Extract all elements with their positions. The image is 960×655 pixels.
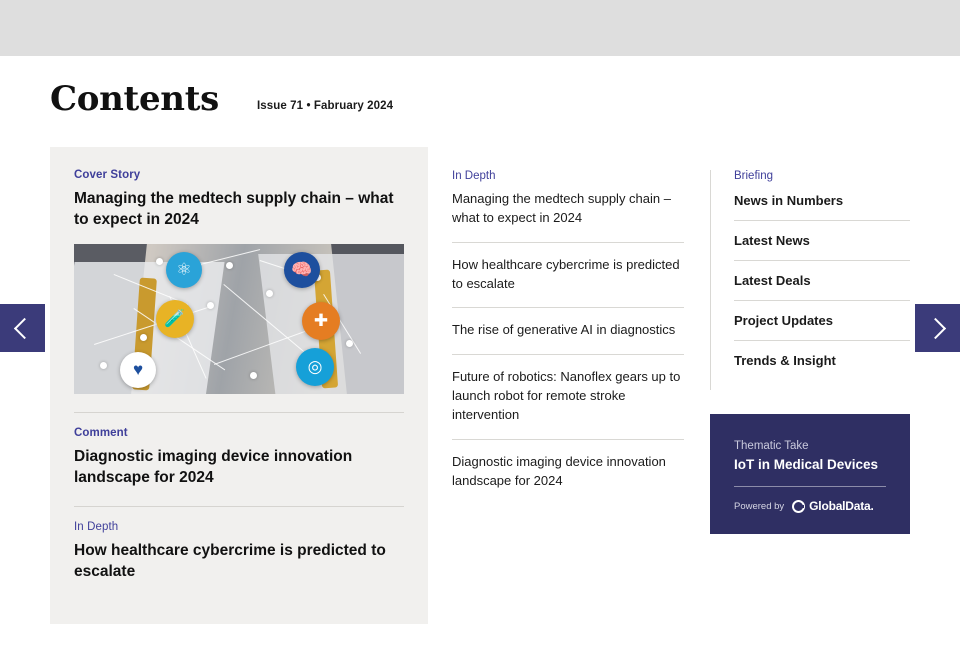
list-item[interactable]: The rise of generative AI in diagnostics bbox=[452, 321, 684, 355]
cover-story-kicker: Cover Story bbox=[74, 169, 141, 181]
network-node bbox=[250, 372, 257, 379]
next-page-button[interactable] bbox=[915, 304, 960, 352]
in-depth-list-kicker: In Depth bbox=[452, 170, 496, 182]
test-tube-icon: 🧪 bbox=[156, 300, 194, 338]
list-item[interactable]: Future of robotics: Nanoflex gears up to launch robot for remote stroke intervention bbox=[452, 368, 684, 440]
network-node bbox=[226, 262, 233, 269]
list-item[interactable]: Managing the medtech supply chain – what to expect in 2024 bbox=[452, 190, 684, 243]
divider bbox=[734, 486, 886, 487]
column-divider bbox=[710, 170, 711, 390]
list-item[interactable]: News in Numbers bbox=[734, 193, 910, 221]
cover-story-headline[interactable]: Managing the medtech supply chain – what to expect in 2024 bbox=[74, 190, 394, 228]
brain-chip-icon: ⚛ bbox=[166, 252, 202, 288]
comment-kicker: Comment bbox=[74, 427, 128, 440]
thematic-take-card[interactable] bbox=[710, 414, 910, 534]
featured-card bbox=[50, 147, 428, 624]
globaldata-mark-icon bbox=[792, 500, 805, 513]
page-title: Contents bbox=[50, 79, 219, 119]
briefing-list bbox=[734, 170, 910, 392]
list-item[interactable]: Latest News bbox=[734, 233, 910, 261]
list-item[interactable]: Latest Deals bbox=[734, 273, 910, 301]
target-icon: ◎ bbox=[296, 348, 334, 386]
medicine-box-icon: ✚ bbox=[302, 302, 340, 340]
top-bar bbox=[0, 0, 960, 56]
in-depth-kicker: In Depth bbox=[74, 521, 119, 534]
briefing-kicker: Briefing bbox=[734, 170, 773, 182]
brain-icon: 🧠 bbox=[284, 252, 320, 288]
previous-page-button[interactable] bbox=[0, 304, 45, 352]
title-row bbox=[50, 79, 394, 119]
powered-by-row bbox=[734, 499, 886, 513]
list-item[interactable]: Project Updates bbox=[734, 313, 910, 341]
chevron-left-icon bbox=[14, 317, 35, 338]
globaldata-wordmark: GlobalData. bbox=[809, 499, 874, 513]
comment-headline[interactable]: Diagnostic imaging device innovation landscape for 2024 bbox=[74, 448, 353, 486]
globaldata-logo bbox=[792, 499, 873, 513]
thematic-take-kicker: Thematic Take bbox=[734, 440, 809, 452]
thematic-take-title: IoT in Medical Devices bbox=[734, 457, 879, 472]
divider bbox=[74, 506, 404, 507]
list-item[interactable]: Trends & Insight bbox=[734, 353, 836, 368]
in-depth-list bbox=[452, 170, 684, 517]
list-item[interactable]: Diagnostic imaging device innovation landscape for 2024 bbox=[452, 453, 666, 488]
issue-label: Issue 71 • Fabruary 2024 bbox=[256, 100, 394, 112]
chevron-right-icon bbox=[925, 317, 946, 338]
in-depth-headline[interactable]: How healthcare cybercrime is predicted to escalate bbox=[74, 542, 386, 581]
divider bbox=[74, 412, 404, 413]
list-item[interactable]: How healthcare cybercrime is predicted to escalate bbox=[452, 256, 684, 309]
powered-by-label: Powered by bbox=[734, 500, 785, 512]
cover-story-image[interactable] bbox=[74, 244, 404, 394]
heartbeat-icon: ♥ bbox=[120, 352, 156, 388]
